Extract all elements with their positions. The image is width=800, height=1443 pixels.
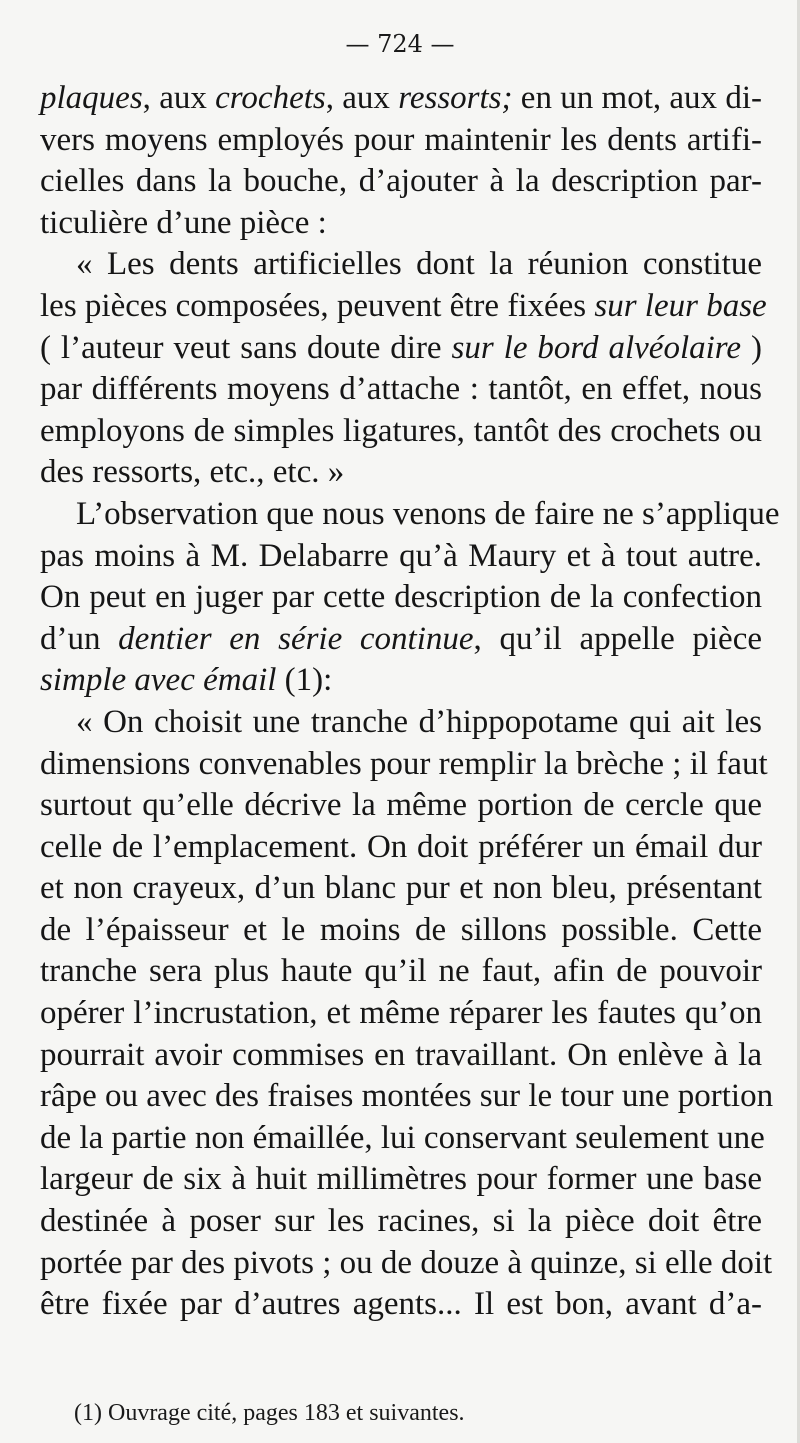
text-segment: celle de l’emplacement. On doit préférer un émail dur bbox=[40, 828, 762, 865]
text-segment: dimensions convenables pour remplir la brèche ; il faut bbox=[40, 745, 768, 782]
text-line bbox=[40, 411, 762, 453]
text-segment: destinée à poser sur les racines, si la pièce doit être bbox=[40, 1203, 762, 1240]
text-line bbox=[40, 1076, 774, 1118]
text-segment: pas moins à M. Delabarre qu’à Maury et à tout autre. bbox=[40, 537, 762, 574]
text-line bbox=[40, 452, 762, 494]
text-line bbox=[40, 161, 762, 203]
text-line bbox=[40, 868, 762, 910]
text-segment: (1): bbox=[276, 662, 333, 699]
text-line bbox=[40, 827, 762, 869]
text-segment: portée par des pivots ; ou de douze à quinze, si elle doit bbox=[40, 1244, 773, 1281]
text-segment: « On choisit une tranche d’hippopotame qui ait les bbox=[76, 703, 762, 740]
text-line bbox=[40, 910, 762, 952]
text-segment: surtout qu’elle décrive la même portion de cercle que bbox=[40, 787, 762, 824]
text-line bbox=[40, 577, 762, 619]
text-segment: de la partie non émaillée, lui conservant seulement une bbox=[40, 1119, 765, 1156]
text-segment: , qu’il appelle pièce bbox=[473, 620, 762, 657]
text-line bbox=[40, 1243, 773, 1285]
italic-text: plaques bbox=[40, 80, 143, 116]
text-segment: râpe ou avec des fraises montées sur le tour une portion bbox=[40, 1078, 774, 1115]
italic-text: ressorts; bbox=[398, 80, 513, 116]
text-segment: largeur de six à huit millimètres pour former une base bbox=[40, 1161, 762, 1198]
text-segment: ( l’auteur veut sans doute dire bbox=[40, 329, 452, 366]
text-segment: « Les dents artificielles dont la réunion constitue bbox=[76, 246, 762, 283]
text-line bbox=[40, 1118, 765, 1160]
text-line bbox=[40, 1159, 762, 1201]
text-line bbox=[40, 951, 762, 993]
text-segment: être fixée par d’autres agents... Il est bon, avant d’a- bbox=[40, 1286, 762, 1323]
text-line bbox=[40, 286, 767, 328]
text-segment: On peut en juger par cette description de la confection bbox=[40, 579, 762, 616]
text-segment: par différents moyens d’attache : tantôt, en effet, nous bbox=[40, 371, 762, 408]
italic-text: sur le bord alvéolaire bbox=[451, 329, 742, 366]
text-line bbox=[40, 1035, 762, 1077]
page-number: — 724 — bbox=[345, 30, 455, 58]
text-segment: tranche sera plus haute qu’il ne faut, afin de pouvoir bbox=[40, 953, 762, 990]
italic-text: dentier en série continue bbox=[118, 620, 474, 657]
text-segment: ) bbox=[741, 329, 762, 366]
text-segment: opérer l’incrustation, et même réparer les fautes qu’on bbox=[40, 995, 762, 1032]
text-line bbox=[40, 660, 762, 702]
text-line bbox=[40, 494, 780, 536]
text-line bbox=[40, 785, 762, 827]
footnote: (1) Ouvrage cité, pages 183 et suivantes. bbox=[74, 1400, 465, 1426]
text-line bbox=[40, 619, 762, 661]
italic-text: crochets bbox=[215, 80, 326, 116]
text-line bbox=[40, 244, 762, 286]
text-segment: employons de simples ligatures, tantôt des crochets ou bbox=[40, 412, 762, 449]
text-line bbox=[40, 1201, 762, 1243]
text-segment: de l’épaisseur et le moins de sillons possible. Cette bbox=[40, 911, 762, 948]
italic-text: sur leur base bbox=[594, 287, 767, 324]
text-line bbox=[40, 120, 762, 162]
text-segment: , aux bbox=[325, 80, 399, 116]
body-text bbox=[40, 78, 780, 1326]
text-segment: cielles dans la bouche, d’ajouter à la description par- bbox=[40, 163, 762, 200]
text-line bbox=[40, 1284, 762, 1326]
text-segment: en un mot, aux di- bbox=[512, 80, 762, 116]
text-segment: pourrait avoir commises en travaillant. On enlève à la bbox=[40, 1036, 762, 1073]
text-line bbox=[40, 702, 762, 744]
text-segment: , aux bbox=[142, 80, 216, 116]
text-segment: des ressorts, etc., etc. » bbox=[40, 454, 345, 491]
text-line bbox=[40, 78, 762, 120]
text-line bbox=[40, 536, 762, 578]
text-segment: d’un bbox=[40, 620, 119, 657]
text-segment: les pièces composées, peuvent être fixées bbox=[40, 287, 595, 324]
text-line bbox=[40, 369, 762, 411]
text-segment: vers moyens employés pour maintenir les dents artifi- bbox=[40, 121, 762, 158]
text-line bbox=[40, 744, 768, 786]
italic-text: simple avec émail bbox=[40, 662, 277, 699]
text-line bbox=[40, 203, 762, 245]
text-segment: ticulière d’une pièce : bbox=[40, 204, 327, 241]
text-segment: L’observation que nous venons de faire ne s’applique bbox=[76, 495, 780, 532]
text-line bbox=[40, 328, 762, 370]
text-segment: et non crayeux, d’un blanc pur et non bleu, présentant bbox=[40, 870, 762, 907]
text-line bbox=[40, 993, 762, 1035]
